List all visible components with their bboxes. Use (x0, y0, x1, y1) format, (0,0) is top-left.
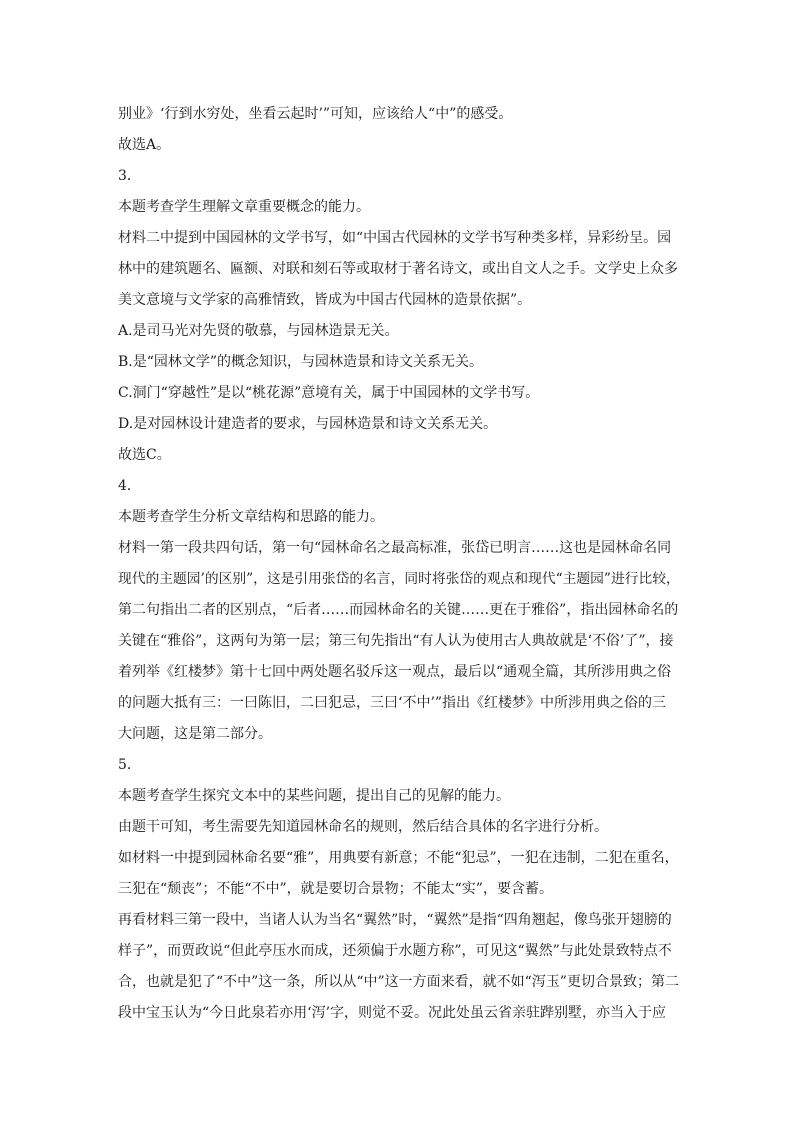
text-line: 现代的主题园’的区别”，这是引用张岱的名言，同时将张岱的观点和现代“主题园”进行比较， (118, 571, 680, 587)
text-line: 故选C。 (118, 447, 171, 463)
option-line: D.是对园林设计建造者的要求，与园林造景和诗文关系无关。 (118, 416, 498, 432)
option-line: C.洞门“穿越性”是以“桃花源”意境有关，属于中国园林的文学书写。 (118, 385, 540, 401)
text-line: 合，也就是犯了“不中”这一条，所以从“中”这一方面来看，就不如“泻玉”更切合景致；第二 (118, 974, 679, 990)
question-number: 3． (118, 168, 141, 184)
text-line: 本题考查学生理解文章重要概念的能力。 (118, 199, 370, 215)
text-line: 第二句指出二者的区别点，“后者……而园林命名的关键……更在于雅俗”，指出园林命名的 (118, 602, 679, 618)
text-line: 别业》‘行到水穷处，坐看云起时’”可知，应该给人“中”的感受。 (118, 106, 513, 122)
text-line: 段中宝玉认为“今日此泉若亦用‘泻’字，则觉不妥。况此处虽云省亲驻跸别墅，亦当入于应 (118, 1005, 667, 1021)
text-line: 由题干可知，考生需要先知道园林命名的规则，然后结合具体的名字进行分析。 (118, 819, 608, 835)
text-line: 如材料一中提到园林命名要“雅”，用典要有新意；不能“犯忌”，一犯在违制，二犯在重名， (118, 850, 679, 866)
text-line: 样子”，而贾政说“但此亭压水而成，还须偏于水题方称”，可见这“翼然”与此处景致特点不 (118, 943, 672, 959)
text-line: 再看材料三第一段中，当诸人认为当名“翼然”时，“翼然”是指“四角翘起，像鸟张开翅膀的 (118, 912, 672, 928)
text-line: 本题考查学生探究文本中的某些问题，提出自己的见解的能力。 (118, 788, 510, 804)
text-line: 故选A。 (118, 137, 171, 153)
question-number: 5． (118, 757, 141, 773)
text-line: 的问题大抵有三：一曰陈旧，二曰犯忌，三曰‘不中’”指出《红楼梦》中所涉用典之俗的三 (118, 695, 667, 711)
option-line: B.是“园林文学”的概念知识，与园林造景和诗文关系无关。 (118, 354, 484, 370)
text-line: 大问题，这是第二部分。 (118, 726, 272, 742)
option-line: A.是司马光对先贤的敬慕，与园林造景无关。 (118, 323, 399, 339)
text-line: 三犯在“颓丧”；不能“不中”，就是要切合景物；不能太“实”，要含蓄。 (118, 881, 553, 897)
question-number: 4． (118, 478, 141, 494)
text-line: 着列举《红楼梦》第十七回中两处题名驳斥这一观点，最后以“通观全篇，其所涉用典之俗 (118, 664, 672, 680)
text-line: 材料一第一段共四句话，第一句“园林命名之最高标准，张岱已明言……这也是园林命名同 (118, 540, 672, 556)
text-line: 本题考查学生分析文章结构和思路的能力。 (118, 509, 384, 525)
document-body (118, 99, 678, 1029)
text-line: 材料二中提到中国园林的文学书写，如“中国古代园林的文学书写种类多样，异彩纷呈。园 (118, 230, 672, 246)
text-line: 关键在“雅俗”，这两句为第一层；第三句先指出“有人认为使用古人典故就是‘不俗’了”，接 (118, 633, 674, 649)
text-line: 林中的建筑题名、匾额、对联和刻石等或取材于著名诗文，或出自文人之手。文学史上众多 (118, 261, 678, 277)
text-line: 美文意境与文学家的高雅情致，皆成为中国古代园林的造景依据”。 (118, 292, 532, 308)
